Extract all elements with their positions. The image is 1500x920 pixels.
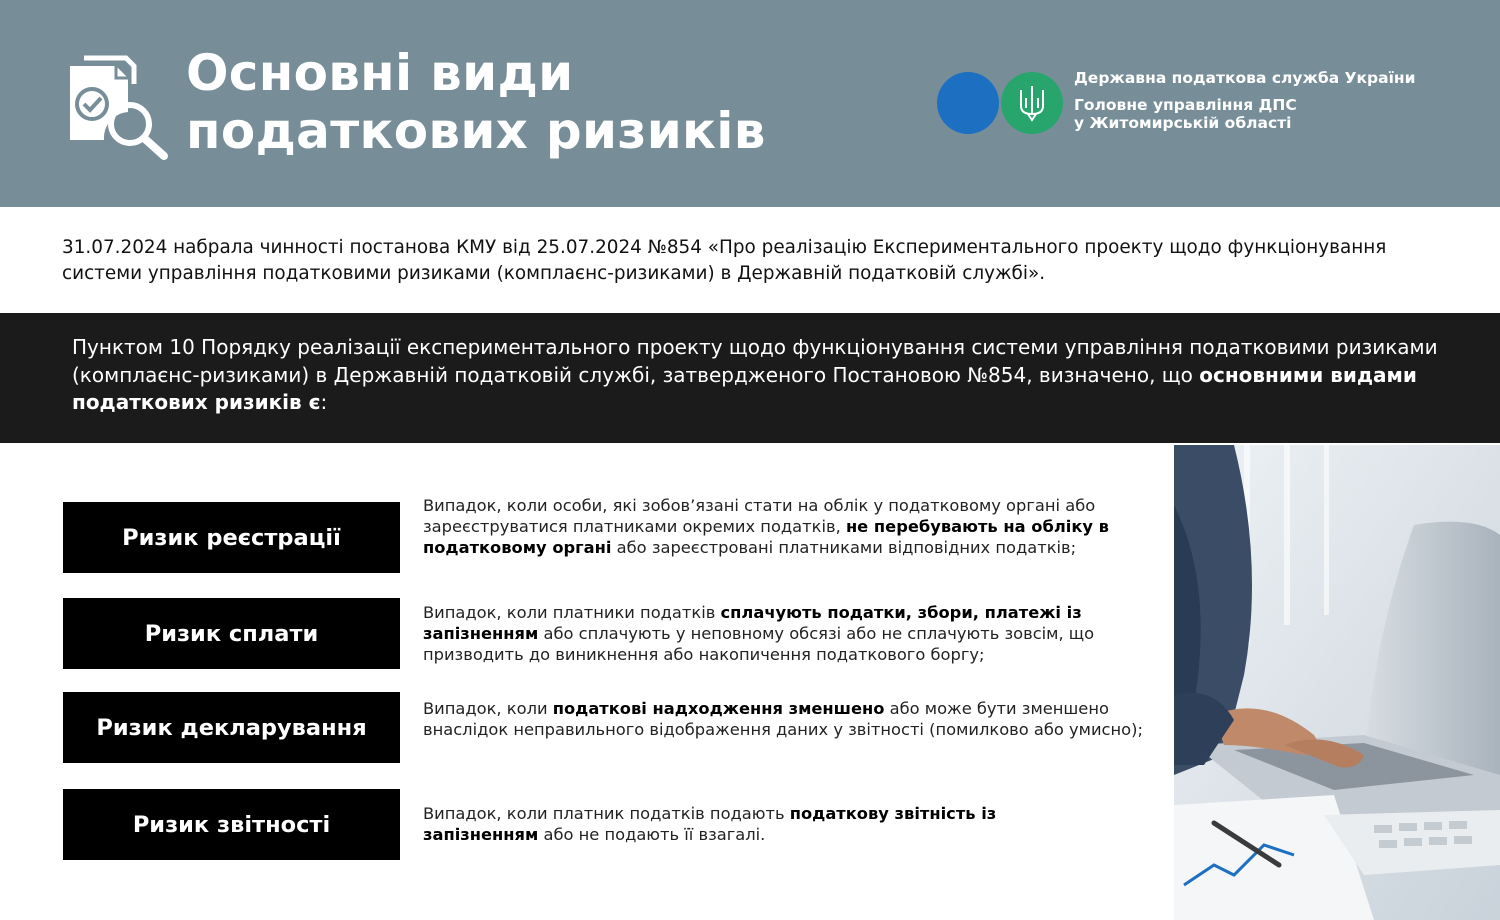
risk-desc-payment	[423, 602, 1153, 665]
risk-desc-bold: податкові надходження зменшено	[552, 699, 885, 718]
org-line-3: у Житомирській області	[1074, 114, 1292, 132]
laptop-illustration	[1174, 445, 1500, 920]
header-banner	[0, 0, 1500, 207]
risk-desc-reporting	[423, 803, 1043, 845]
page-title	[186, 44, 766, 160]
risk-desc-text: або не подають її взагалі.	[538, 825, 766, 844]
band-text	[72, 334, 1462, 417]
logo-green-circle	[1001, 72, 1063, 134]
title-line-1: Основні види	[186, 44, 574, 102]
band-text-start: Пунктом 10 Порядку реалізації експериментального проекту щодо функціонування системи управління податковими ризиками (комплаєнс-ризиками) в Державній податковій службі, затвердженого Постановою №854, визначено, що	[72, 335, 1438, 387]
organization-name	[1074, 69, 1415, 133]
title-line-2: податкових ризиків	[186, 102, 766, 160]
risk-desc-bold: сплачують податки, збори, платежі із запізненням	[423, 603, 1082, 643]
risk-desc-bold: не перебувають на обліку в податковому органі	[423, 517, 1109, 557]
laptop-photo	[1174, 445, 1500, 920]
risk-desc-text: або зареєстровані платниками відповідних податків;	[611, 538, 1077, 557]
org-line-1: Державна податкова служба України	[1074, 69, 1416, 87]
logo-blue-circle	[937, 72, 999, 134]
risk-desc-bold: податкову звітність із запізненням	[423, 804, 997, 844]
trident-icon	[1017, 84, 1047, 122]
document-search-icon	[64, 54, 172, 162]
risk-desc-declaration	[423, 698, 1153, 740]
intro-text: 31.07.2024 набрала чинності постанова КМУ від 25.07.2024 №854 «Про реалізацію Експериментального проекту щодо функціонування системи управління податковими ризиками (комплаєнс-ризиками) в Державній податковій службі».	[62, 237, 1387, 284]
risk-desc-text: або може бути зменшено внаслідок неправильного відображення даних у звітності (помилково або умисно);	[423, 699, 1143, 739]
risk-label-registration: Ризик реєстрації	[63, 502, 400, 573]
risk-desc-text: Випадок, коли платник податків подають	[423, 804, 790, 823]
org-line-2: Головне управління ДПС	[1074, 95, 1297, 114]
risk-label-reporting: Ризик звітності	[63, 789, 400, 860]
risk-desc-text: Випадок, коли	[423, 699, 553, 718]
risk-desc-text: Випадок, коли особи, які зобов’язані стати на облік у податковому органі або зареєструватися платниками окремих податків,	[423, 496, 1096, 536]
band-text-end: :	[320, 390, 328, 414]
risk-desc-text: Випадок, коли платники податків	[423, 603, 721, 622]
band-text-bold: основними видами податкових ризиків є	[72, 362, 1417, 414]
risk-desc-text: або сплачують у неповному обсязі або не сплачують зовсім, що призводить до виникнення або накопичення податкового боргу;	[423, 624, 1095, 664]
risk-desc-registration	[423, 495, 1153, 558]
risk-label-declaration: Ризик декларування	[63, 692, 400, 763]
risk-label-payment: Ризик сплати	[63, 598, 400, 669]
